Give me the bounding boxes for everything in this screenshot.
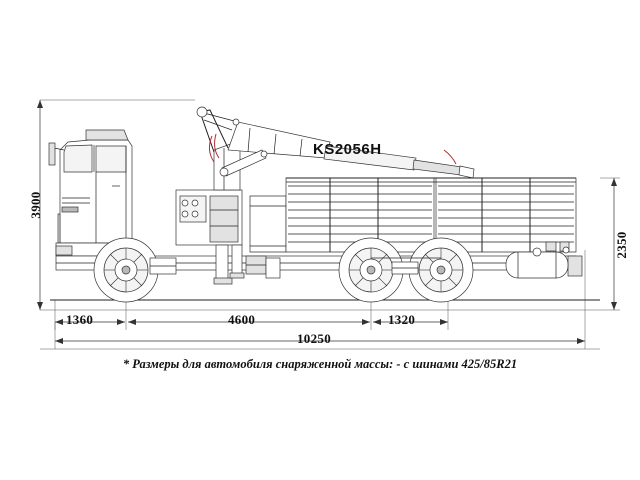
rear-wheel xyxy=(409,238,473,302)
dimension-front-overhang: 1360 xyxy=(66,312,94,327)
dimension-wheelbase: 4600 xyxy=(228,312,256,327)
dimension-rear-axle-spacing: 1320 xyxy=(388,312,416,327)
crane-model-label: KS2056H xyxy=(313,141,382,158)
footnote-text: * Размеры для автомобиля снаряженной массы: - с шинами 425/85R21 xyxy=(122,357,518,371)
cargo-body xyxy=(250,178,576,252)
dimension-height-overall: 3900 xyxy=(28,191,43,219)
dimension-height-rear: 2350 xyxy=(614,231,629,259)
fuel-tank xyxy=(506,248,568,278)
front-wheel xyxy=(94,238,158,302)
dimension-total-length: 10250 xyxy=(297,331,331,346)
